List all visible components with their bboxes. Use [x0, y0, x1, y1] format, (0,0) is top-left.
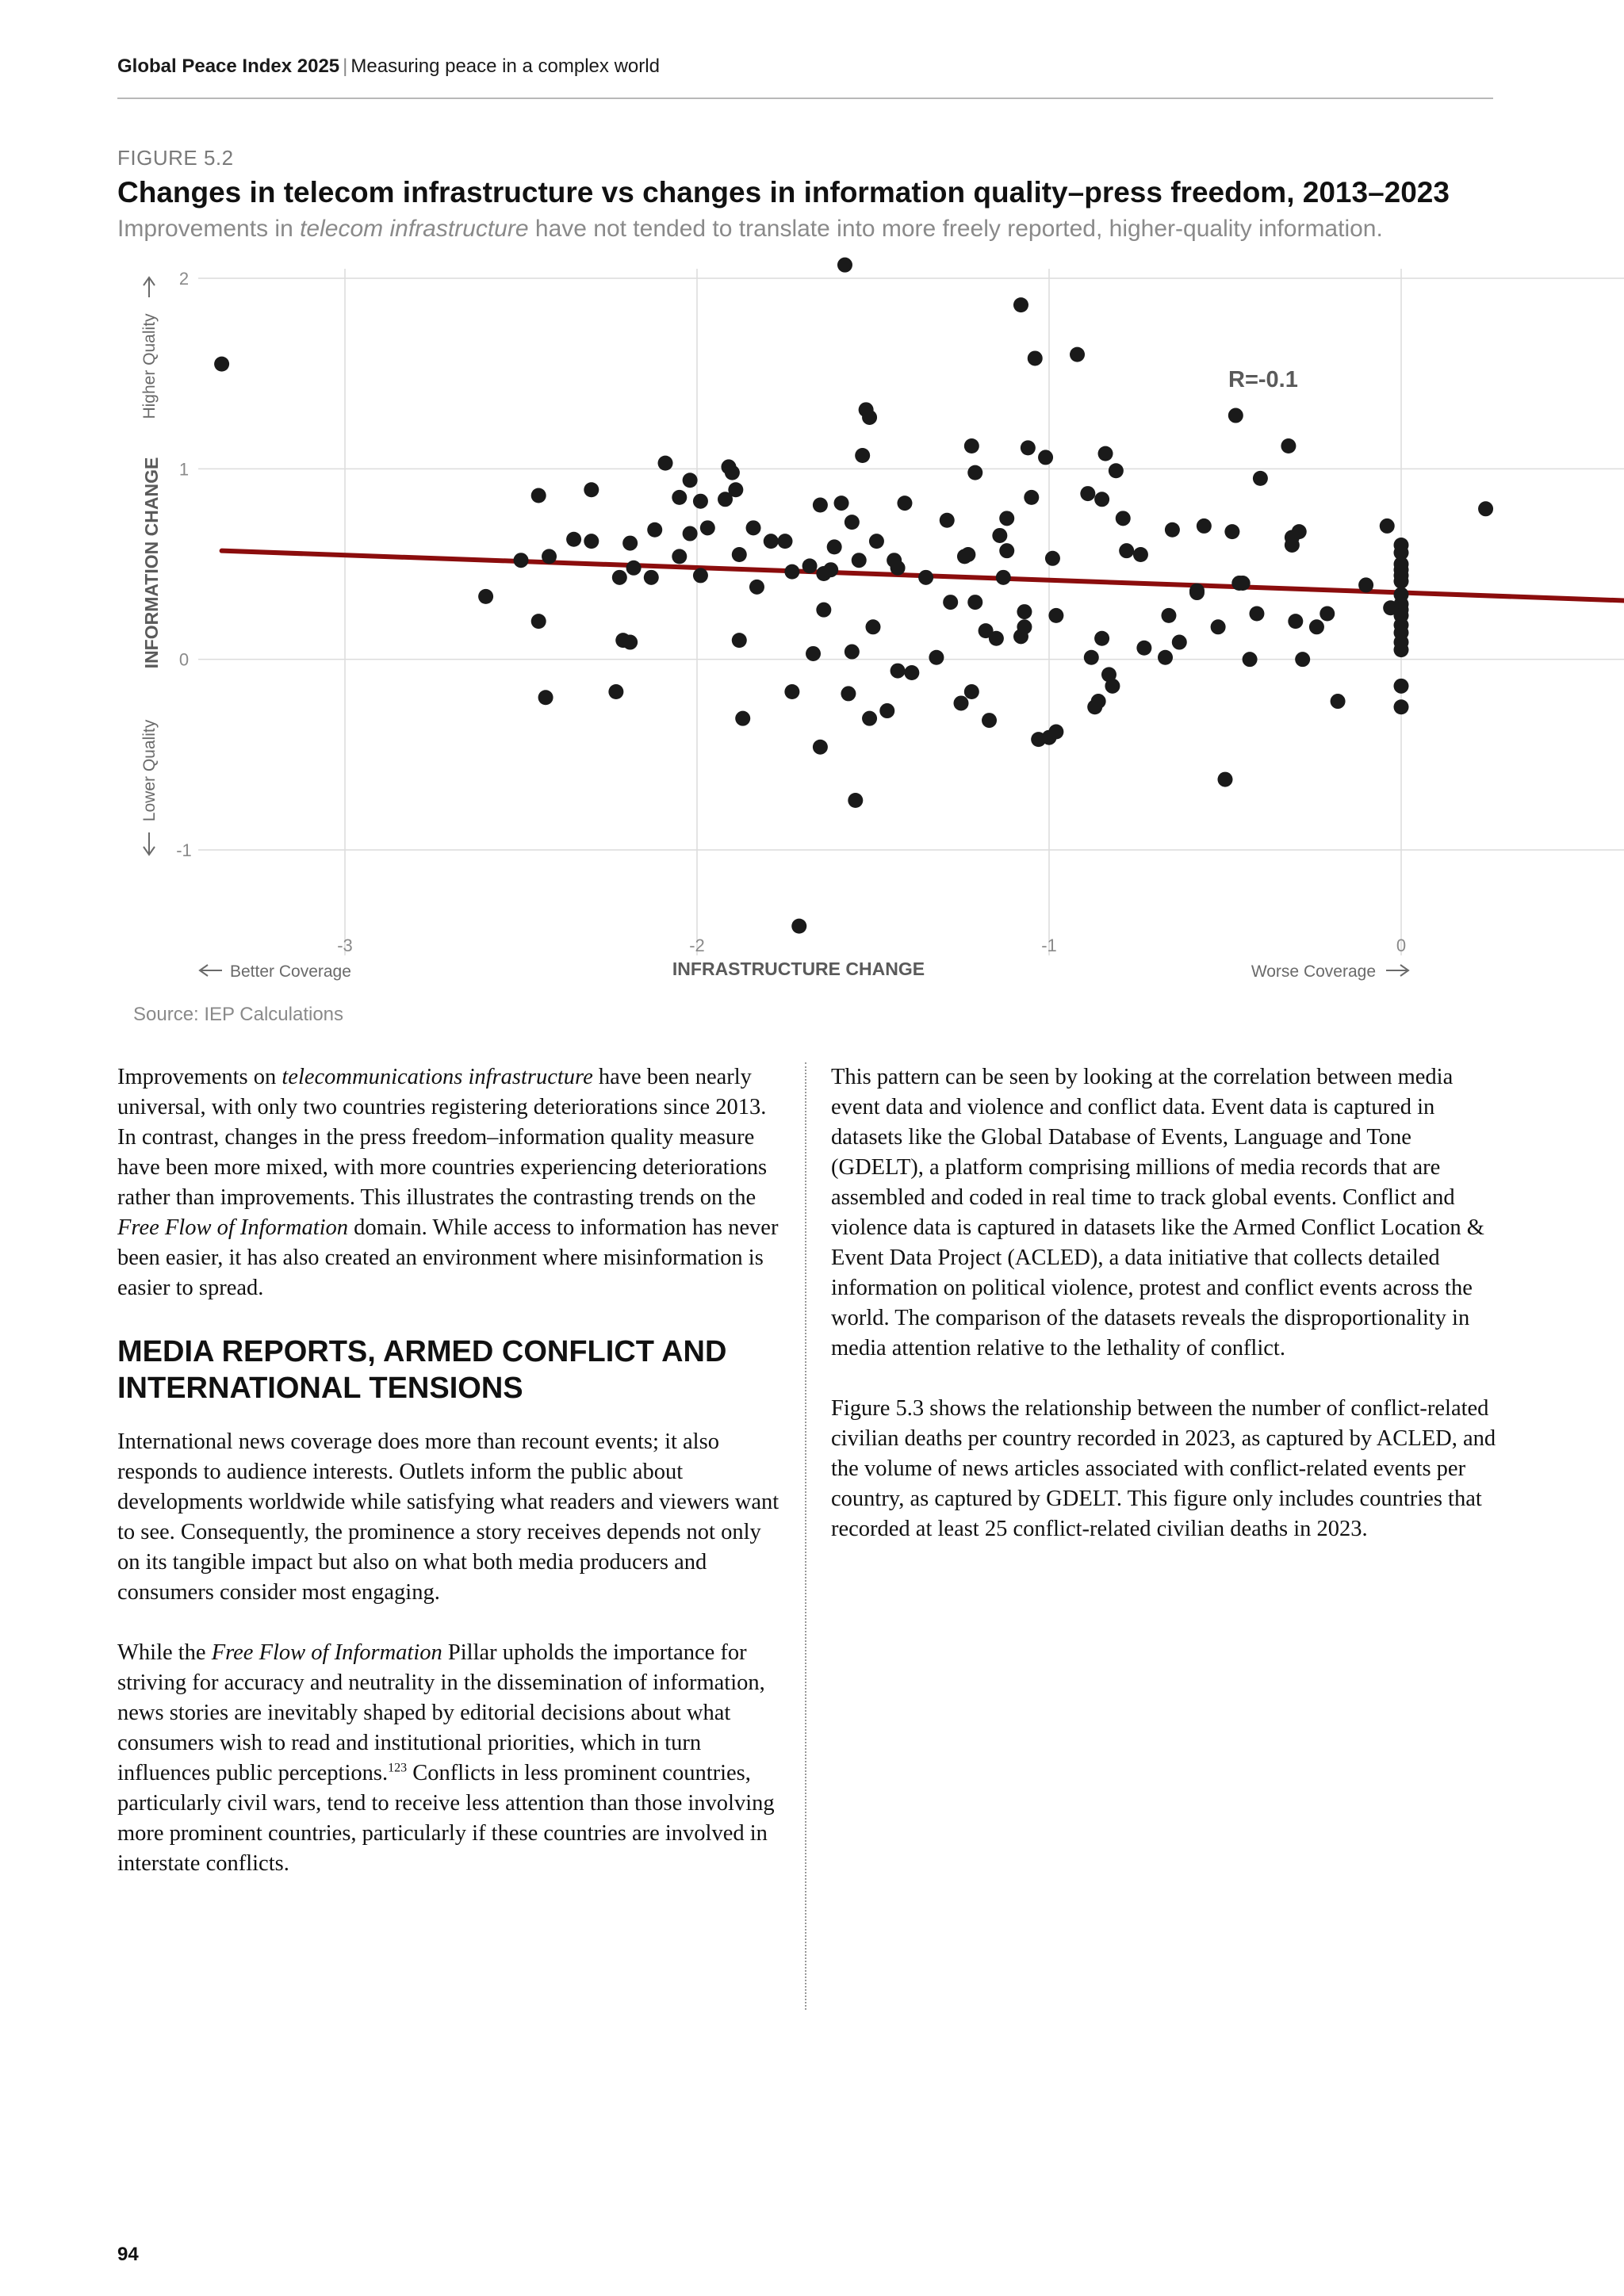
data-point: [693, 494, 708, 509]
data-point: [672, 549, 687, 564]
data-point: [683, 473, 698, 488]
header-separator: |: [343, 55, 348, 77]
data-point: [841, 686, 856, 701]
data-point: [1394, 642, 1409, 657]
data-point: [1109, 463, 1124, 478]
x-tick-label: 0: [1396, 936, 1407, 955]
subtitle-italic: telecom infrastructure: [300, 216, 529, 242]
data-point: [1028, 350, 1043, 365]
data-point: [982, 713, 997, 728]
data-point: [1358, 577, 1373, 592]
data-point: [827, 539, 842, 554]
data-point: [869, 534, 884, 549]
data-point: [612, 570, 627, 585]
data-point: [999, 511, 1014, 526]
left-column: [117, 1062, 787, 1909]
data-point: [531, 488, 546, 503]
data-point: [1021, 440, 1036, 455]
data-point: [1394, 574, 1409, 589]
data-point: [1211, 619, 1226, 634]
left-arrow-icon: [200, 965, 222, 976]
data-point: [845, 645, 860, 660]
data-point: [813, 497, 828, 512]
data-point: [1197, 519, 1212, 534]
data-point: [964, 684, 979, 699]
data-point: [746, 520, 761, 535]
footnote-ref: 123: [388, 1761, 408, 1775]
data-point: [1017, 604, 1032, 619]
p1-italic-1: telecommunications infrastructure: [282, 1065, 593, 1089]
data-point: [1281, 438, 1296, 453]
data-point: [626, 561, 642, 576]
data-point: [967, 595, 982, 610]
paragraph-2: International news coverage does more than recount events; it also responds to audience interests. Outlets inform the public about developments worldwide while satisfying what readers and viewers want to see. Consequently, the prominence a story receives depends not only on its tangible impact but also on what both media producers and consumers consider most engaging.: [117, 1429, 779, 1605]
data-point: [1380, 519, 1395, 534]
p3-text-a: While the: [117, 1640, 212, 1665]
y-tick-label: 0: [178, 649, 190, 670]
p1-italic-2: Free Flow of Information: [117, 1215, 349, 1240]
down-arrow-icon: [144, 832, 155, 855]
data-point: [989, 631, 1004, 646]
data-point: [960, 547, 975, 562]
p1-text-c: domain. While access to information has never been easier, it has also created an environment where misinformation is easier to spread.: [117, 1215, 779, 1300]
data-point: [1048, 724, 1063, 739]
data-point: [999, 543, 1014, 558]
p3-text-b: Pillar upholds the importance for striving for accuracy and neutrality in the dissemination of information, news stories are inevitably shaped by editorial decisions about what consumers wish to read and institutional priorities, which in turn influences public perceptions.: [117, 1640, 765, 1785]
data-point: [852, 553, 867, 568]
data-point: [1098, 446, 1113, 461]
right-arrow-icon: [1386, 965, 1408, 976]
y-axis-title: INFORMATION CHANGE: [141, 457, 162, 669]
data-point: [837, 258, 852, 273]
data-point: [929, 650, 944, 665]
data-point: [584, 482, 599, 497]
data-point: [940, 513, 955, 528]
p3-italic: Free Flow of Information: [211, 1640, 442, 1665]
chart-grid: [198, 269, 1624, 955]
data-point: [1228, 408, 1243, 423]
data-point: [1105, 679, 1120, 694]
data-point: [992, 528, 1007, 543]
data-point: [1320, 606, 1335, 621]
data-point: [735, 711, 750, 726]
data-point: [1038, 450, 1053, 465]
figure-title: Changes in telecom infrastructure vs changes in information quality–press freedom, 2013–2023: [117, 176, 1450, 209]
data-point: [1080, 486, 1095, 501]
x-axis-title: INFRASTRUCTURE CHANGE: [672, 959, 925, 979]
correlation-label: R=-0.1: [1228, 367, 1298, 392]
paragraph-1: [117, 1062, 787, 1303]
data-point: [1045, 551, 1060, 566]
data-point: [996, 570, 1011, 585]
data-point: [683, 526, 698, 541]
data-point: [816, 603, 831, 618]
data-point: [1158, 650, 1173, 665]
data-point: [784, 564, 799, 580]
data-point: [1172, 635, 1187, 650]
y-tick-label: -1: [176, 840, 192, 860]
x-left-note: Better Coverage: [230, 962, 351, 981]
data-point: [904, 665, 919, 680]
report-subtitle: Measuring peace in a complex world: [350, 55, 660, 77]
data-point: [1309, 619, 1324, 634]
data-point: [693, 568, 708, 583]
data-point: [1218, 772, 1233, 787]
up-arrow-icon: [144, 277, 155, 297]
scatter-chart: [0, 0, 1624, 1031]
data-point: [918, 570, 933, 585]
data-point: [1189, 585, 1205, 600]
data-point: [732, 547, 747, 562]
data-point: [862, 410, 877, 425]
data-point: [478, 589, 493, 604]
data-point: [1394, 679, 1409, 694]
data-point: [784, 684, 799, 699]
data-point: [1478, 501, 1493, 516]
data-point: [542, 549, 557, 564]
data-point: [1224, 524, 1239, 539]
data-point: [647, 522, 662, 538]
right-column: [831, 1062, 1501, 1575]
data-point: [848, 793, 863, 808]
data-point: [538, 690, 553, 705]
data-point: [514, 553, 529, 568]
data-point: [1292, 524, 1307, 539]
data-point: [1070, 347, 1085, 362]
data-point: [622, 635, 638, 650]
page-number: 94: [117, 2244, 139, 2265]
section-heading: MEDIA REPORTS, ARMED CONFLICT AND INTERNATIONAL TENSIONS: [117, 1335, 727, 1405]
data-point: [566, 532, 581, 547]
data-point: [954, 695, 969, 710]
data-point: [531, 614, 546, 629]
data-point: [608, 684, 623, 699]
data-point: [1116, 511, 1131, 526]
paragraph-5: Figure 5.3 shows the relationship between the number of conflict-related civilian deaths per country recorded in 2023, as captured by ACLED, and the volume of news articles associated with conflict-related events per country, as captured by GDELT. This figure only includes countries that recorded at least 25 conflict-related civilian deaths in 2023.: [831, 1396, 1496, 1541]
data-point: [823, 562, 838, 577]
data-point: [802, 558, 818, 573]
y-tick-label: 1: [178, 459, 190, 480]
data-point: [584, 534, 599, 549]
data-point: [1084, 650, 1099, 665]
data-point: [1133, 547, 1148, 562]
y-top-note: Higher Quality: [140, 313, 159, 419]
data-point: [764, 534, 779, 549]
data-point: [1136, 641, 1151, 656]
data-point: [791, 919, 806, 934]
data-point: [778, 534, 793, 549]
data-point: [1253, 471, 1268, 486]
data-point: [1331, 694, 1346, 709]
data-point: [1249, 606, 1264, 621]
data-point: [845, 515, 860, 530]
paragraph-3: [117, 1638, 787, 1879]
p1-text-a: Improvements on: [117, 1065, 282, 1089]
data-point: [964, 438, 979, 453]
x-right-note: Worse Coverage: [1251, 962, 1376, 981]
data-point: [1235, 576, 1251, 591]
p3-text-c: Conflicts in less prominent countries, particularly civil wars, tend to receive less attention than those involving more prominent countries, particularly if these countries are involved in interstate conflicts.: [117, 1761, 775, 1876]
data-point: [725, 465, 740, 480]
data-point: [855, 448, 870, 463]
data-point: [891, 561, 906, 576]
data-point: [1243, 652, 1258, 667]
data-point: [644, 570, 659, 585]
data-point: [622, 536, 638, 551]
data-point: [1394, 699, 1409, 714]
data-point: [1288, 614, 1303, 629]
data-point: [214, 357, 229, 372]
data-point: [967, 465, 982, 480]
figure-source: Source: IEP Calculations: [133, 1004, 344, 1025]
data-point: [700, 520, 715, 535]
data-point: [1161, 608, 1176, 623]
data-point: [834, 496, 849, 511]
data-point: [891, 664, 906, 679]
x-tick-label: -3: [337, 936, 353, 955]
data-point: [658, 456, 673, 471]
data-point: [1024, 490, 1039, 505]
data-point: [1091, 694, 1106, 709]
subtitle-pre: Improvements in: [117, 216, 301, 242]
data-point: [732, 633, 747, 648]
subtitle-post: have not tended to translate into more freely reported, higher-quality information.: [528, 216, 1383, 242]
chart-points: [214, 258, 1624, 934]
data-point: [943, 595, 958, 610]
data-point: [1017, 619, 1032, 634]
data-point: [1048, 608, 1063, 623]
data-point: [728, 482, 743, 497]
data-point: [1094, 492, 1109, 507]
y-tick-label: 2: [178, 269, 190, 289]
data-point: [1013, 297, 1028, 312]
data-point: [897, 496, 912, 511]
data-point: [672, 490, 687, 505]
data-point: [813, 740, 828, 755]
p1-text-b: have been nearly universal, with only two countries registering deteriorations since 2013. In contrast, changes in the press freedom–information quality measure have been more mixed, with more countries experiencing deteriorations rather than improvements. This illustrates the contrasting trends on the: [117, 1065, 768, 1210]
data-point: [879, 703, 894, 718]
paragraph-4: This pattern can be seen by looking at the correlation between media event data and violence and conflict data. Event data is captured in datasets like the Global Database of Events, Language and Tone (GDELT), a platform comprising millions of media records that are assembled and coded in real time to track global events. Conflict and violence data is captured in datasets like the Armed Conflict Location & Event Data Project (ACLED), a data initiative that collects detailed information on political violence, protest and conflict events across the world. The comparison of the datasets reveals the disproportionality in media attention relative to the lethality of conflict.: [831, 1065, 1484, 1360]
x-tick-label: -1: [1041, 936, 1057, 955]
data-point: [1165, 522, 1180, 538]
column-divider: [805, 1062, 806, 2010]
data-point: [806, 646, 821, 661]
report-title: Global Peace Index 2025: [117, 55, 340, 77]
y-bottom-note: Lower Quality: [140, 719, 159, 822]
data-point: [862, 711, 877, 726]
data-point: [749, 580, 764, 595]
x-tick-label: -2: [689, 936, 705, 955]
data-point: [1094, 631, 1109, 646]
data-point: [866, 619, 881, 634]
figure-label: FIGURE 5.2: [117, 146, 234, 170]
data-point: [1295, 652, 1310, 667]
data-point: [1119, 543, 1134, 558]
